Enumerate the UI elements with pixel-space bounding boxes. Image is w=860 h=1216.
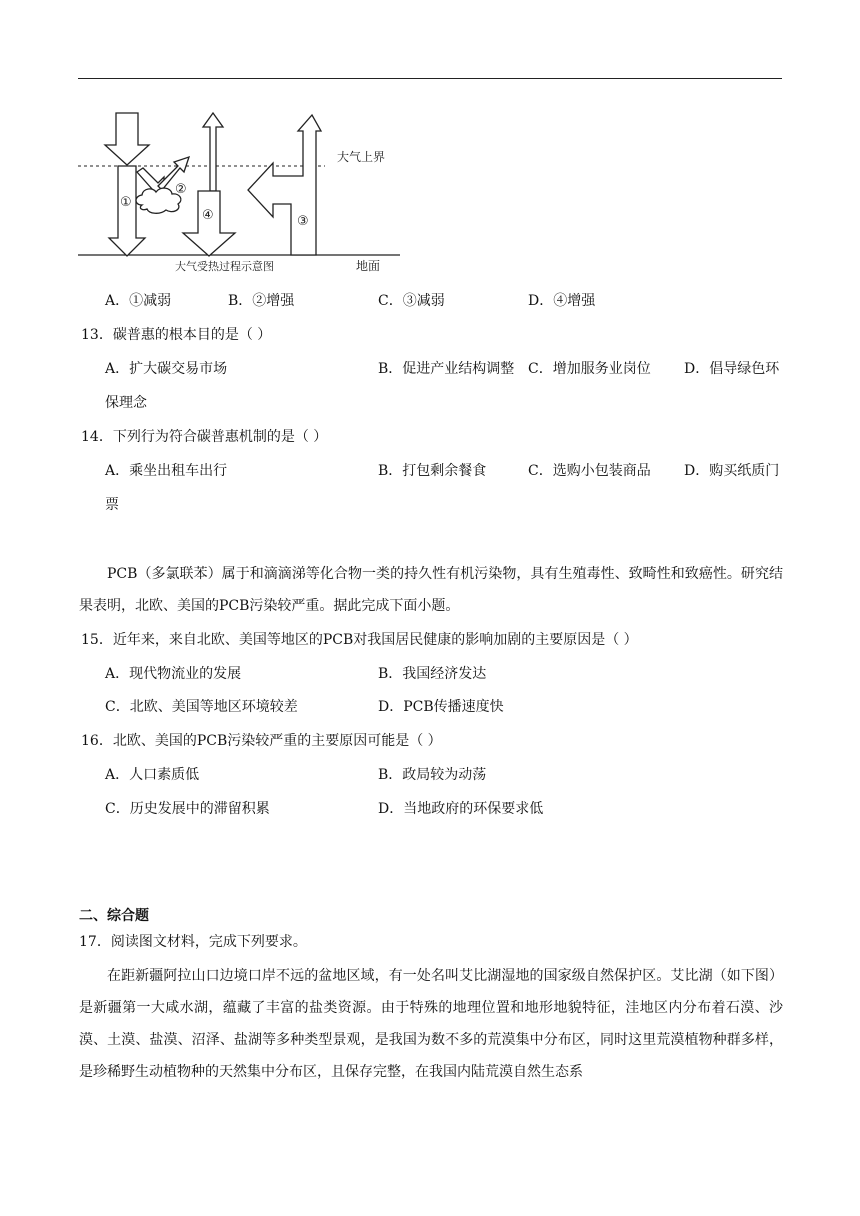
q15-option-c[interactable]: C．北欧、美国等地区环境较差 [105,699,298,715]
q16-option-a[interactable]: A．人口素质低 [105,767,200,783]
arrow-4-down [183,191,235,256]
q13-option-d[interactable]: D．倡导绿色环 [684,361,780,377]
q17-material: 在距新疆阿拉山口边境口岸不远的盆地区域，有一处名叫艾比湖湿地的国家级自然保护区。艾比湖（如下图）是新疆第一大咸水湖，蕴藏了丰富的盐类资源。由于特殊的地理位置和地形地貌特征，洼地区内分布着石漠、沙漠、土漠、盐漠、沼泽、盐湖等多种类型景观，是我国为数不多的荒漠集中分布区，同时这里荒漠植物种群多样，是珍稀野生动植物种的天然集中分布区，且保存完整，在我国内陆荒漠自然生态系 [79,968,783,1080]
q15-option-d[interactable]: D．PCB传播速度快 [378,699,504,715]
q14-option-b[interactable]: B．打包剩余餐食 [378,463,487,479]
ground-label: 地面 [356,259,381,273]
q14-option-a[interactable]: A．乘坐出租车出行 [105,463,228,479]
q12-option-a[interactable]: A．①减弱 [105,293,172,309]
q16-stem: 16．北欧、美国的PCB污染较严重的主要原因可能是（ ） [81,733,442,749]
q13-option-d-wrap: 保理念 [105,395,147,411]
q13-stem: 13．碳普惠的根本目的是（ ） [81,327,272,343]
q12-option-d[interactable]: D．④增强 [528,293,596,309]
q16-option-c[interactable]: C．历史发展中的滞留积累 [105,801,270,817]
atmosphere-heating-diagram [0,0,860,290]
q17-stem: 17．阅读图文材料，完成下列要求。 [79,934,307,950]
q12-option-c[interactable]: C．③减弱 [378,293,445,309]
mark-3: ③ [297,214,309,229]
q13-option-b[interactable]: B．促进产业结构调整 [378,361,515,377]
q16-option-b[interactable]: B．政局较为动荡 [378,767,487,783]
arrow-4-up [203,113,223,191]
q16-option-d[interactable]: D．当地政府的环保要求低 [378,801,544,817]
mark-2: ② [175,182,187,197]
q12-option-b[interactable]: B．②增强 [228,293,295,309]
arrow-3 [248,115,321,255]
q14-stem: 14．下列行为符合碳普惠机制的是（ ） [81,429,328,445]
solar-radiation-arrow [105,113,149,165]
section-heading: 二、综合题 [79,908,149,924]
mark-4: ④ [202,208,214,223]
q13-option-c[interactable]: C．增加服务业岗位 [528,361,651,377]
arrow-1 [109,166,145,256]
q14-option-c[interactable]: C．选购小包装商品 [528,463,651,479]
q15-option-a[interactable]: A．现代物流业的发展 [105,666,242,682]
q15-option-b[interactable]: B．我国经济发达 [378,666,487,682]
pcb-material: PCB（多氯联苯）属于和滴滴涕等化合物一类的持久性有机污染物，具有生殖毒性、致畸性和致癌性。研究结果表明，北欧、美国的PCB污染较严重。据此完成下面小题。 [79,566,783,614]
atmosphere-top-label: 大气上界 [337,150,386,164]
q14-option-d-wrap: 票 [105,497,119,513]
mark-1: ① [120,195,132,210]
diagram-caption: 大气受热过程示意图 [175,260,274,273]
q15-stem: 15．近年来，来自北欧、美国等地区的PCB对我国居民健康的影响加剧的主要原因是（ ） [81,632,638,648]
q14-option-d[interactable]: D．购买纸质门 [684,463,780,479]
q13-option-a[interactable]: A．扩大碳交易市场 [105,361,228,377]
